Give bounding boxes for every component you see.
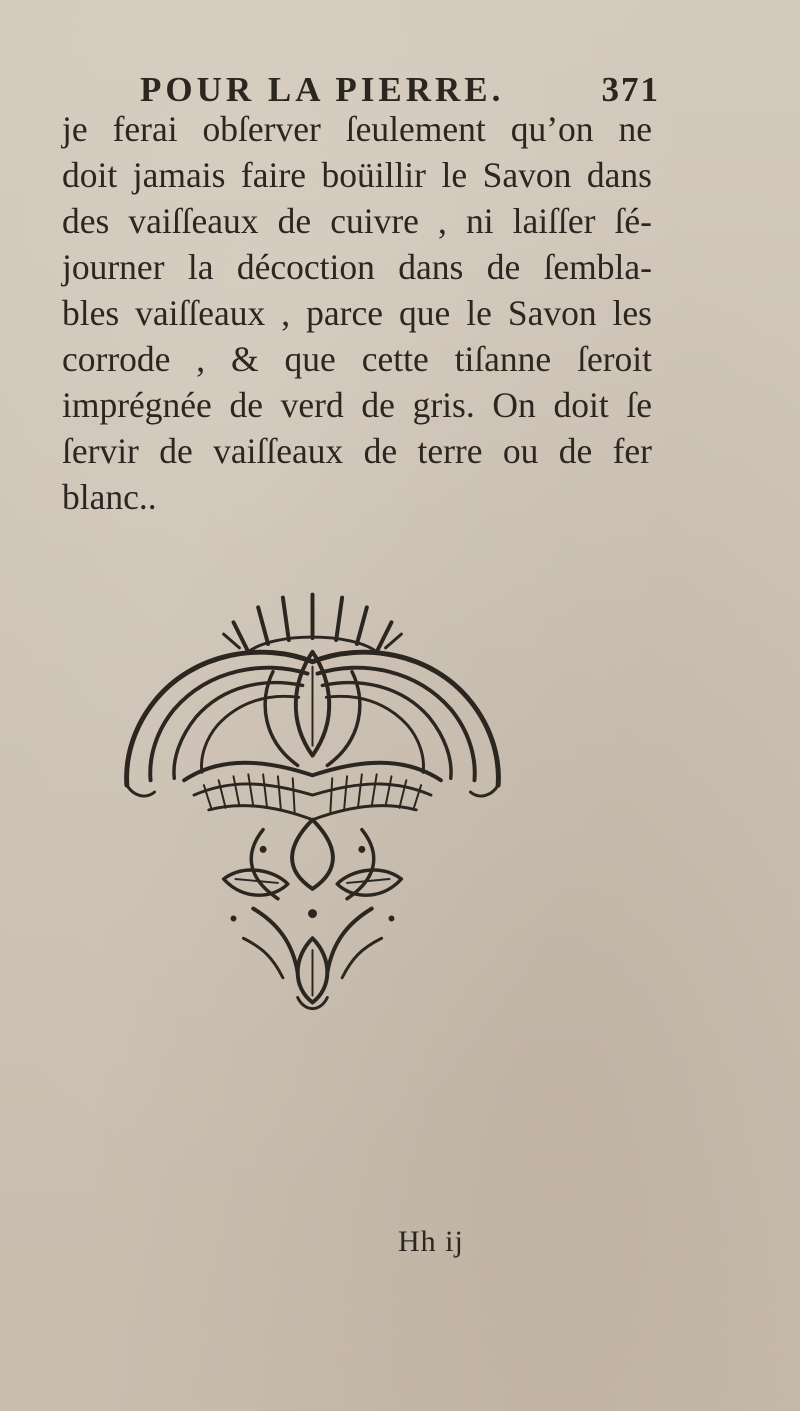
text-line: ſervir de vaiſſeaux de terre ou de fer [62,431,652,471]
text-line: je ferai obſerver ſeulement qu’on ne [62,109,652,149]
text-line: doit jamais faire boüillir le Savon dans [62,155,652,195]
page-header [140,70,660,110]
floral-cul-de-lampe-icon [115,580,510,1020]
text-line: imprégnée de verd de gris. On doit ſe [62,385,652,425]
signature-mark: Hh ij [398,1225,464,1258]
text-line: des vaiſſeaux de cuivre , ni laiſſer ſé- [62,201,652,241]
text-line: bles vaiſſeaux , parce que le Savon les [62,293,652,333]
text-line: journer la décoction dans de ſembla- [62,247,652,287]
running-head: POUR LA PIERRE. [140,70,505,109]
text-line: blanc.. [62,477,157,517]
text-line: corrode , & que cette tiſanne ſeroit [62,339,652,379]
page-number: 371 [601,70,660,109]
body-paragraph [62,106,652,520]
